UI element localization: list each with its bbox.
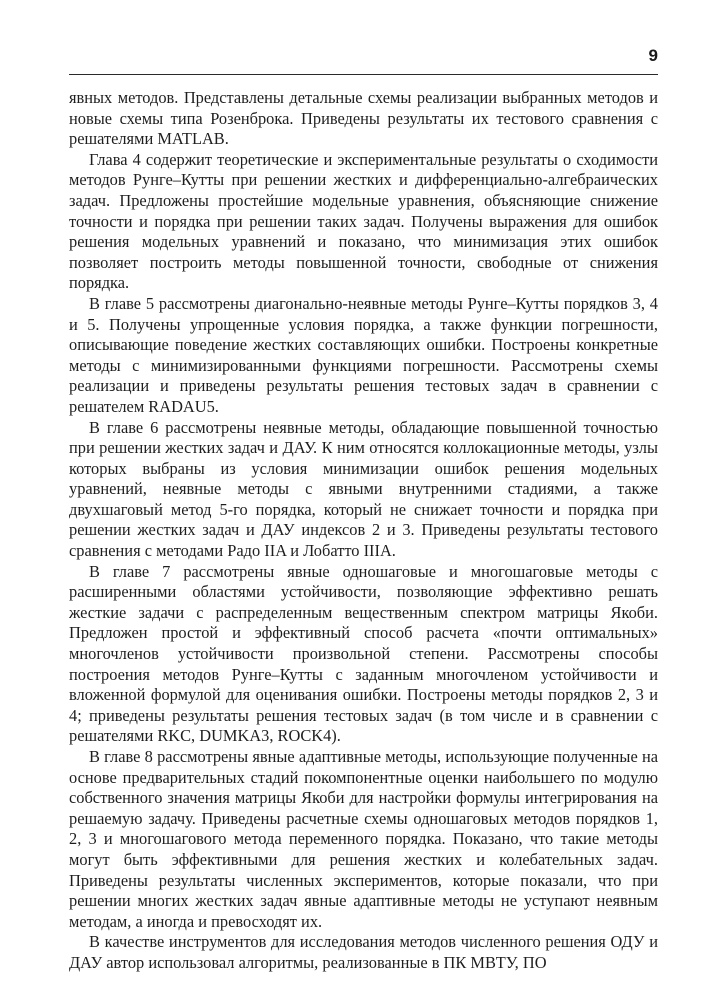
paragraph-tools: В качестве инструментов для исследования методов численного решения ОДУ и ДАУ автор использовал алгоритмы, реализованные в ПК МВТУ, ПО [69,932,658,972]
body-text [69,88,658,974]
page-number: 9 [648,46,658,65]
paragraph-chapter-4: Глава 4 содержит теоретические и экспериментальные результаты о сходимости методов Рунге–Кутты при решении жестких и дифференциально-алгебраических задач. Предложены простейшие модельные уравнения, объясняющие снижение точности и порядка при решении таких задач. Получены выражения для ошибок решения модельных уравнений и показано, что минимизация этих ошибок позволяет построить методы повышенной точности, свободные от снижения порядка. [69,149,658,293]
header-rule [69,74,658,75]
paragraph-chapter-6: В главе 6 рассмотрены неявные методы, обладающие повышенной точностью при решении жестких задач и ДАУ. К ним относятся коллокационные методы, узлы которых выбраны из условия минимизации ошибок решения модельных уравнений, неявные методы с явными внутренними стадиями, а также двухшаговый метод 5-го порядка, который не снижает точности и порядка при решении жестких задач и ДАУ индексов 2 и 3. Приведены результаты тестового сравнения с методами Радо IIA и Лобатто IIIA. [69,417,658,561]
paragraph-chapter-8: В главе 8 рассмотрены явные адаптивные методы, использующие полученные на основе предварительных стадий покомпонентные оценки наибольшего по модулю собственного значения матрицы Якоби для настройки формулы интегрирования на решаемую задачу. Приведены расчетные схемы одношаговых методов порядков 1, 2, 3 и многошагового метода переменного порядка. Показано, что такие методы могут быть эффективными для решения жестких и колебательных задач. Приведены результаты численных экспериментов, которые показали, что при решении многих жестких задач явные адаптивные методы не уступают неявным методам, а иногда и превосходят их. [69,747,658,931]
paragraph-continuation: явных методов. Представлены детальные схемы реализации выбранных методов и новые схемы типа Розенброка. Приведены результаты их тестового сравнения с решателями MATLAB. [69,88,658,149]
paragraph-chapter-5: В главе 5 рассмотрены диагонально-неявные методы Рунге–Кутты порядков 3, 4 и 5. Получены упрощенные условия порядка, а также функции погрешности, описывающие поведение жестких составляющих ошибки. Построены конкретные методы с минимизированными функциями погрешности. Рассмотрены схемы реализации и приведены результаты решения тестовых задач в сравнении с решателем RADAU5. [69,293,658,416]
paragraph-chapter-7: В главе 7 рассмотрены явные одношаговые и многошаговые методы с расширенными областями устойчивости, позволяющие эффективно решать жесткие задачи с распределенным вещественным спектром матрицы Якоби. Предложен простой и эффективный способ расчета «почти оптимальных» многочленов устойчивости произвольной степени. Рассмотрены способы построения методов Рунге–Кутты с заданным многочленом устойчивости и вложенной формулой для оценивания ошибки. Построены методы порядков 2, 3 и 4; приведены результаты решения тестовых задач (в том числе и в сравнении с решателями RKC, DUMKA3, ROCK4). [69,561,658,746]
